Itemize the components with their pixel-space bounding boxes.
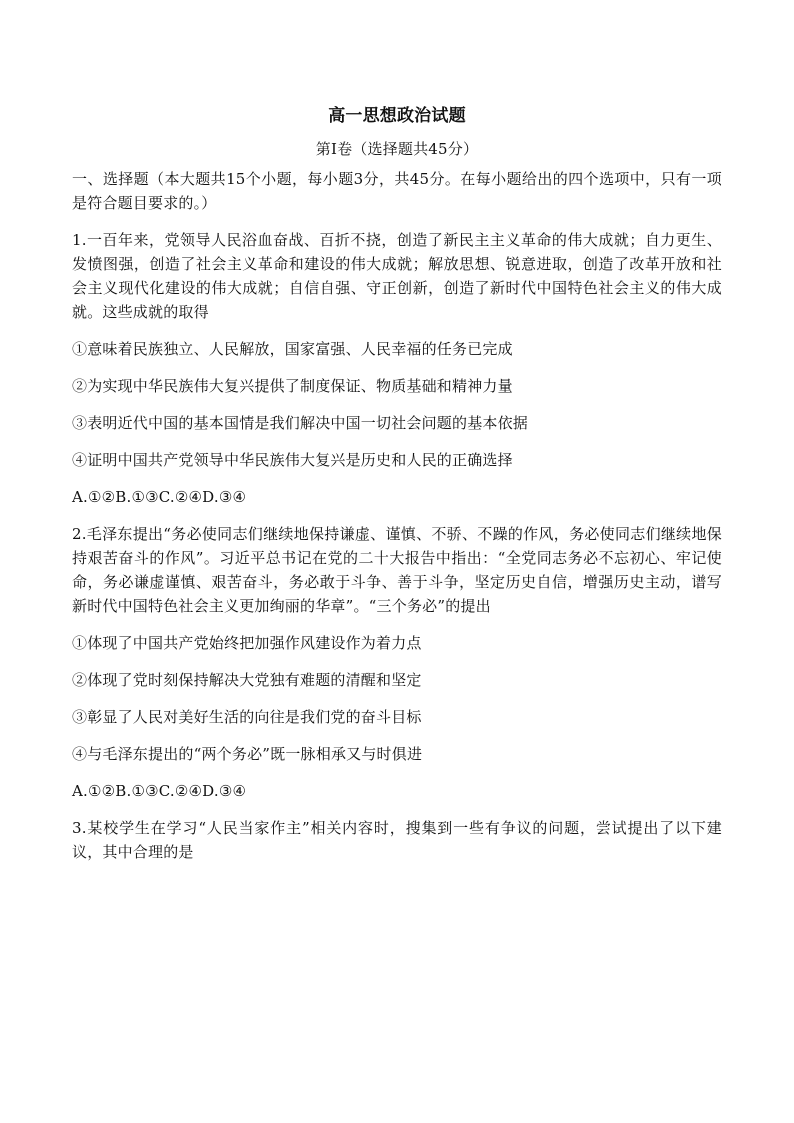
question-2-statement-4: ④与毛泽东提出的“两个务必”既一脉相承又与时俱进 <box>72 745 423 763</box>
question-1-choices: A.①②B.①③C.②④D.③④ <box>72 488 247 506</box>
question-1-statement-2: ②为实现中华民族伟大复兴提供了制度保证、物质基础和精神力量 <box>72 377 513 395</box>
question-2-statement-2: ②体现了党时刻保持解决大党独有难题的清醒和坚定 <box>72 671 422 689</box>
question-2-statement-3: ③彰显了人民对美好生活的向往是我们党的奋斗目标 <box>72 708 422 726</box>
question-2-stem: 2.毛泽东提出“务必使同志们继续地保持谦虚、谨慎、不骄、不躁的作风，务必使同志们继续地保持艰苦奋斗的作风”。习近平总书记在党的二十大报告中指出：“全党同志务必不忘初心、牢记使命，务必谦虚谨慎、艰苦奋斗，务必敢于斗争、善于斗争，坚定历史自信，增强历史主动，谱写新时代中国特色社会主义更加绚丽的华章”。“三个务必”的提出 <box>72 525 722 615</box>
question-2-statement-1: ①体现了中国共产党始终把加强作风建设作为着力点 <box>72 634 422 652</box>
question-1-stem: 1.一百年来，党领导人民浴血奋战、百折不挠，创造了新民主主义革命的伟大成就；自力更生、发愤图强，创造了社会主义革命和建设的伟大成就；解放思想、锐意进取，创造了改革开放和社会主义现代化建设的伟大成就；自信自强、守正创新，创造了新时代中国特色社会主义的伟大成就。这些成就的取得 <box>72 231 722 321</box>
question-1-statement-3: ③表明近代中国的基本国情是我们解决中国一切社会问题的基本依据 <box>72 414 529 432</box>
page-title: 高一思想政治试题 <box>328 106 466 126</box>
part-subtitle: 第Ⅰ卷（选择题共45分） <box>315 140 479 158</box>
question-3-stem: 3.某校学生在学习“人民当家作主”相关内容时，搜集到一些有争议的问题，尝试提出了以下建议，其中合理的是 <box>72 819 722 861</box>
question-1-statement-1: ①意味着民族独立、人民解放，国家富强、人民幸福的任务已完成 <box>72 340 513 358</box>
page-content <box>72 103 722 877</box>
section-instructions: 一、选择题（本大题共15个小题，每小题3分，共45分。在每小题给出的四个选项中，只有一项是符合题目要求的。） <box>72 170 722 212</box>
question-1-statement-4: ④证明中国共产党领导中华民族伟大复兴是历史和人民的正确选择 <box>72 451 513 469</box>
question-2-choices: A.①②B.①③C.②④D.③④ <box>72 782 247 800</box>
